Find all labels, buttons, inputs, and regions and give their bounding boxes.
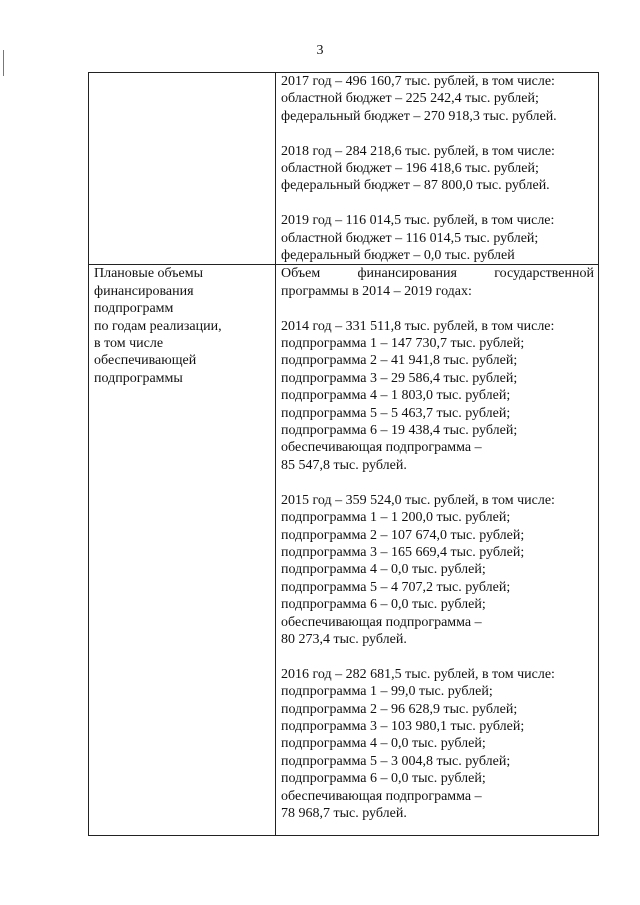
r2-g1-l5: подпрограмма 5 – 4 707,2 тыс. рублей; — [281, 579, 511, 595]
intro-line-1: Объем финансирования государственной — [281, 266, 594, 282]
r2-g2-l5: подпрограмма 5 – 3 004,8 тыс. рублей; — [281, 753, 511, 769]
r1-g1-l1: областной бюджет – 196 418,6 тыс. рублей; — [281, 161, 539, 177]
r1-g2-l1: областной бюджет – 116 014,5 тыс. рублей; — [281, 230, 539, 246]
table-row — [89, 265, 599, 836]
r2-g0-l0: 2014 год – 331 511,8 тыс. рублей, в том числе: — [281, 318, 555, 334]
r2-g0-l7: обеспечивающая подпрограмма – — [281, 440, 482, 456]
r1-g2-l2: федеральный бюджет – 0,0 тыс. рублей — [281, 248, 515, 264]
row2-label-cell — [89, 265, 276, 836]
r1-g2-l0: 2019 год – 116 014,5 тыс. рублей, в том числе: — [281, 213, 555, 229]
r2-g2-l6: подпрограмма 6 – 0,0 тыс. рублей; — [281, 771, 486, 787]
label-line: в том числе — [94, 336, 164, 352]
r1-g1-l2: федеральный бюджет – 87 800,0 тыс. рублей. — [281, 178, 550, 194]
r2-g2-l8: 78 968,7 тыс. рублей. — [281, 805, 407, 821]
spacer — [281, 474, 594, 491]
label-line: подпрограмм — [94, 301, 174, 317]
table-row — [89, 73, 599, 265]
r2-g2-l0: 2016 год – 282 681,5 тыс. рублей, в том числе: — [281, 666, 555, 682]
r2-g0-l5: подпрограмма 5 – 5 463,7 тыс. рублей; — [281, 405, 511, 421]
r2-g0-l8: 85 547,8 тыс. рублей. — [281, 457, 407, 473]
r1-g0-l1: областной бюджет – 225 242,4 тыс. рублей; — [281, 91, 539, 107]
r2-g2-l7: обеспечивающая подпрограмма – — [281, 788, 482, 804]
spacer — [281, 195, 594, 212]
r2-g1-l8: 80 273,4 тыс. рублей. — [281, 631, 407, 647]
r2-g0-l3: подпрограмма 3 – 29 586,4 тыс. рублей; — [281, 370, 518, 386]
r2-g2-l2: подпрограмма 2 – 96 628,9 тыс. рублей; — [281, 701, 518, 717]
r2-g2-l1: подпрограмма 1 – 99,0 тыс. рублей; — [281, 684, 493, 700]
row1-label-cell — [89, 73, 276, 265]
r2-g2-l3: подпрограмма 3 – 103 980,1 тыс. рублей; — [281, 718, 525, 734]
label-line: финансирования — [94, 283, 194, 299]
r2-g0-l6: подпрограмма 6 – 19 438,4 тыс. рублей; — [281, 423, 518, 439]
intro-line-2: программы в 2014 – 2019 годах: — [281, 283, 472, 299]
r2-g1-l7: обеспечивающая подпрограмма – — [281, 614, 482, 630]
margin-mark — [3, 50, 4, 76]
r2-g1-l0: 2015 год – 359 524,0 тыс. рублей, в том числе: — [281, 492, 555, 508]
r1-g0-l0: 2017 год – 496 160,7 тыс. рублей, в том числе: — [281, 74, 555, 89]
label-line: по годам реализации, — [94, 318, 222, 334]
r2-g0-l4: подпрограмма 4 – 1 803,0 тыс. рублей; — [281, 388, 511, 404]
r2-g1-l6: подпрограмма 6 – 0,0 тыс. рублей; — [281, 597, 486, 613]
label-line: обеспечивающей — [94, 353, 197, 369]
spacer — [281, 300, 594, 317]
r2-g0-l2: подпрограмма 2 – 41 941,8 тыс. рублей; — [281, 353, 518, 369]
spacer — [281, 125, 594, 142]
financing-table — [88, 72, 599, 836]
r2-g1-l2: подпрограмма 2 – 107 674,0 тыс. рублей; — [281, 527, 525, 543]
r2-g2-l4: подпрограмма 4 – 0,0 тыс. рублей; — [281, 736, 486, 752]
label-line: подпрограммы — [94, 370, 183, 386]
r1-g1-l0: 2018 год – 284 218,6 тыс. рублей, в том числе: — [281, 143, 555, 159]
r1-g0-l2: федеральный бюджет – 270 918,3 тыс. рублей. — [281, 108, 557, 124]
r2-g1-l4: подпрограмма 4 – 0,0 тыс. рублей; — [281, 562, 486, 578]
r2-g0-l1: подпрограмма 1 – 147 730,7 тыс. рублей; — [281, 336, 525, 352]
r2-g1-l1: подпрограмма 1 – 1 200,0 тыс. рублей; — [281, 510, 511, 526]
page-number: 3 — [316, 43, 324, 58]
label-line: Плановые объемы — [94, 266, 204, 282]
row2-value-cell — [276, 265, 599, 836]
spacer — [281, 648, 594, 665]
r2-g1-l3: подпрограмма 3 – 165 669,4 тыс. рублей; — [281, 544, 525, 560]
row1-value-cell — [276, 73, 599, 265]
